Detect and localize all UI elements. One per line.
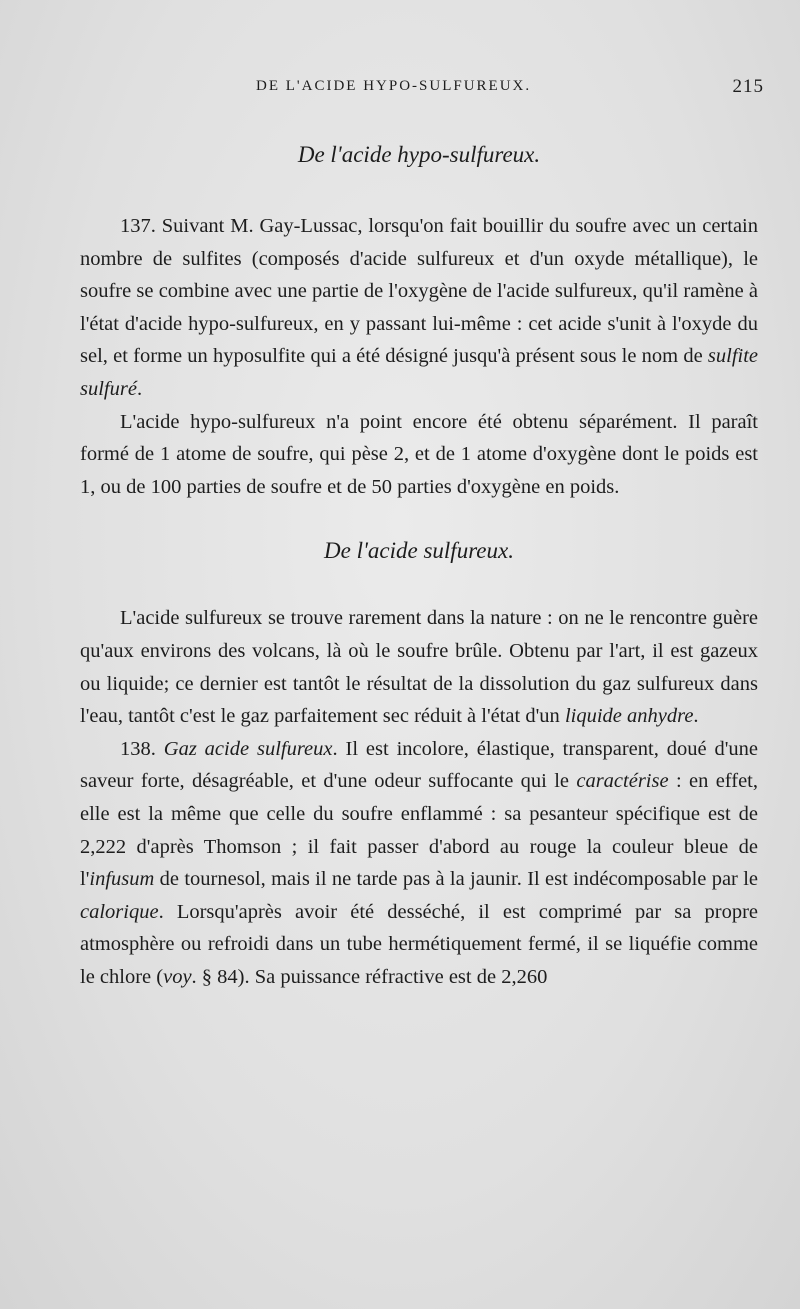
text-run: de tournesol, mais il ne tarde pas à la jaunir. Il est indécomposable par le	[154, 868, 758, 891]
text-run: L'acide sulfureux se trouve rarement dans la nature : on ne le rencontre guère qu'aux environs des volcans, là où le soufre brûle. Obtenu par l'art, il est gazeux ou liquide; ce dernier est tantôt le résultat de la dissolution du gaz sulfureux dans l'eau, tantôt c'est le gaz parfaitement sec réduit à l'état d'un	[80, 607, 758, 728]
emphasis-run: voy	[163, 965, 192, 988]
paragraph-138	[80, 733, 758, 994]
text-run: : en effet, elle est la même que celle du soufre enflammé : sa pesanteur spécifique est de 2,222 d'après Thomson ; il fait passer d'abord au rouge la couleur bleue de l'	[80, 770, 758, 891]
page-body	[80, 135, 758, 993]
text-run: .	[136, 377, 143, 400]
paragraph-hypo-composition	[80, 406, 758, 504]
page-number: 215	[732, 76, 764, 97]
text-run: 137. Suivant M. Gay-Lussac, lorsqu'on fait bouillir du soufre avec un certain nombre de sulfites (composés d'acide sulfureux et d'un oxyde métallique), le soufre se combine avec une partie de l'oxygène de l'acide sulfureux, qu'il ramène à l'état d'acide hypo-sulfureux, en y passant lui-même : cet acide s'unit à l'oxyde du sel, et forme un hyposulfite qui a été désigné jusqu'à présent sous le nom de	[80, 215, 758, 368]
text-run: . Il est incolore, élastique, transparent, doué d'une saveur forte, désagréable, et d'une odeur suffocante qui le	[80, 737, 758, 793]
emphasis-run: liquide anhydre	[564, 705, 694, 728]
text-run: . § 84). Sa puissance réfractive est de 2,260	[191, 965, 548, 988]
emphasis-run: Gaz acide sulfureux	[163, 737, 333, 760]
text-run: .	[693, 705, 699, 728]
text-run: L'acide hypo-sulfureux n'a point encore été obtenu séparément. Il paraît formé de 1 atome de soufre, qui pèse 2, et de 1 atome d'oxygène dont le poids est 1, ou de 100 parties de soufre et de 50 parties d'oxygène en poids.	[80, 410, 758, 498]
emphasis-run: infusum	[89, 868, 155, 891]
section-heading-sulfureux: De l'acide sulfureux.	[324, 538, 514, 564]
emphasis-run: sulfite sulfuré	[80, 345, 758, 400]
paragraph-sulfureux-intro	[80, 602, 758, 732]
text-run: . Lorsqu'après avoir été desséché, il est comprimé par sa propre atmosphère ou refroidi dans un tube hermétiquement fermé, il se liquéfie comme le chlore (	[80, 900, 758, 988]
text-run: 138.	[120, 737, 164, 760]
section-heading-hypo-sulfureux: De l'acide hypo-sulfureux.	[297, 142, 541, 167]
emphasis-run: calorique	[80, 900, 159, 923]
paragraph-137	[80, 210, 758, 406]
page-header	[80, 78, 764, 108]
running-title: DE L'ACIDE HYPO-SULFUREUX.	[256, 78, 532, 94]
emphasis-run: caractérise	[576, 770, 669, 793]
